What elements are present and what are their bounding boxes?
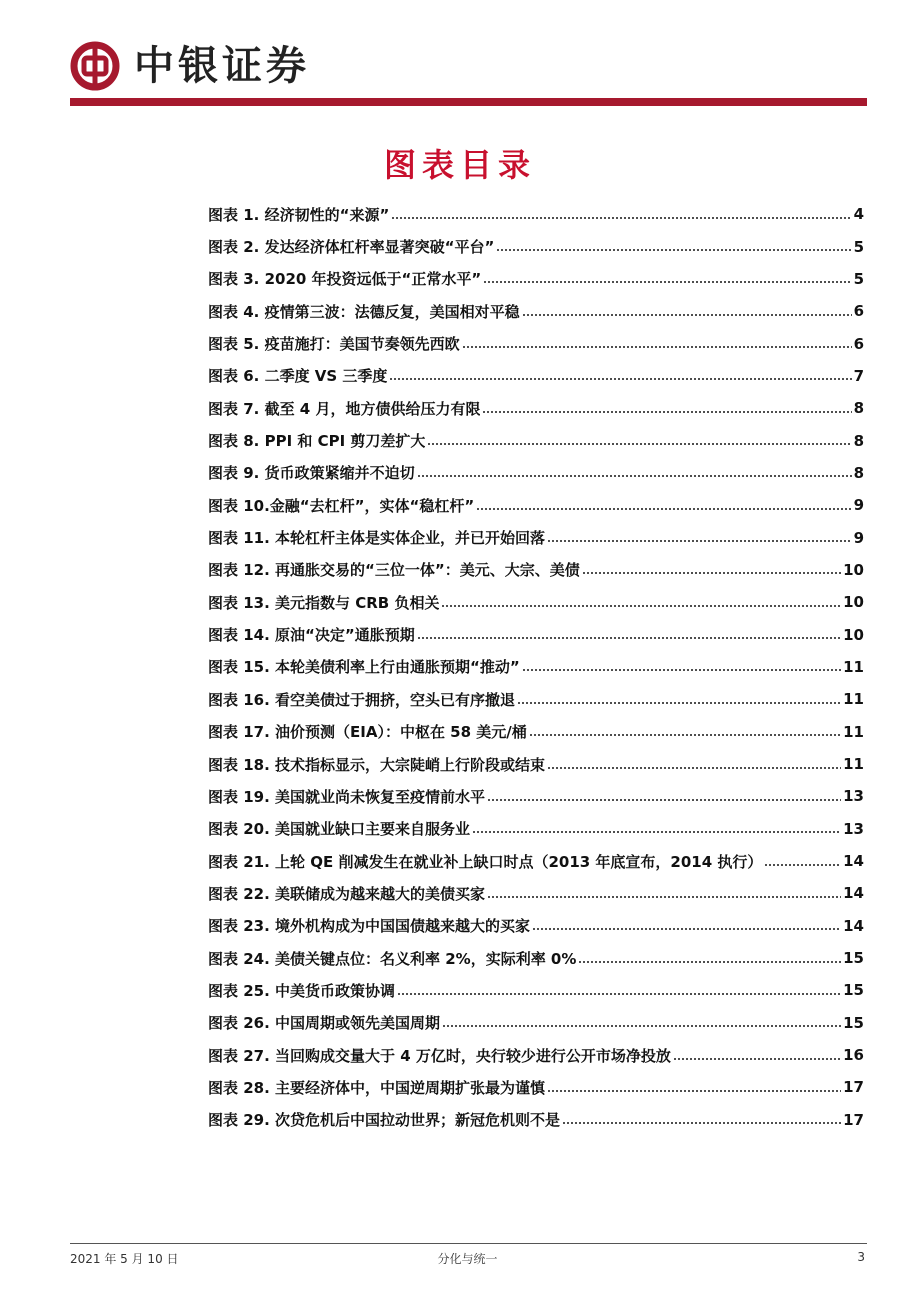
toc-dot-leader xyxy=(764,864,841,866)
toc-entry-page: 11 xyxy=(843,722,864,741)
brand-name: 中银证券 xyxy=(134,42,310,89)
toc-dot-leader xyxy=(417,475,852,477)
toc-entry[interactable] xyxy=(208,360,864,392)
toc-entry[interactable] xyxy=(208,263,864,295)
toc-entry-label: 图表 6. 二季度 VS 三季度 xyxy=(208,367,388,386)
footer-date: 2021 年 5 月 10 日 xyxy=(70,1252,179,1266)
toc-entry-page: 11 xyxy=(843,657,864,676)
toc-entry-page: 10 xyxy=(843,625,864,644)
toc-entry[interactable] xyxy=(208,586,864,618)
toc-dot-leader xyxy=(522,669,841,671)
toc-dot-leader xyxy=(391,217,851,219)
toc-dot-leader xyxy=(427,443,851,445)
toc-entry[interactable] xyxy=(208,1071,864,1103)
toc-entry[interactable] xyxy=(208,1039,864,1071)
toc-entry[interactable] xyxy=(208,554,864,586)
toc-entry[interactable] xyxy=(208,1007,864,1039)
toc-entry-page: 16 xyxy=(843,1046,864,1065)
toc-entry-page: 14 xyxy=(843,916,864,935)
toc-entry-label: 图表 23. 境外机构成为中国国债越来越大的买家 xyxy=(208,917,531,936)
toc-entry-label: 图表 20. 美国就业缺口主要来自服务业 xyxy=(208,820,471,839)
toc-dot-leader xyxy=(673,1058,841,1060)
toc-entry-page: 13 xyxy=(843,787,864,806)
toc-entry-label: 图表 5. 疫苗施打：美国节奏领先西欧 xyxy=(208,335,460,354)
toc-dot-leader xyxy=(397,993,841,995)
toc-entry-page: 10 xyxy=(843,560,864,579)
toc-entry-page: 17 xyxy=(843,1078,864,1097)
toc-entry[interactable] xyxy=(208,877,864,909)
toc-entry-label: 图表 16. 看空美债过于拥挤，空头已有序撤退 xyxy=(208,690,516,709)
toc-entry-label: 图表 4. 疫情第三波：法德反复，美国相对平稳 xyxy=(208,302,520,321)
toc-dot-leader xyxy=(496,249,851,251)
toc-entry-page: 5 xyxy=(853,237,864,256)
toc-dot-leader xyxy=(562,1122,841,1124)
toc-entry[interactable] xyxy=(208,618,864,650)
toc-dot-leader xyxy=(482,411,851,413)
toc-entry-page: 15 xyxy=(843,1013,864,1032)
toc-entry-page: 17 xyxy=(843,1110,864,1129)
toc-entry[interactable] xyxy=(208,780,864,812)
bank-of-china-logo-icon xyxy=(70,41,120,91)
toc-dot-leader xyxy=(529,734,841,736)
toc-entry[interactable] xyxy=(208,845,864,877)
toc-entry[interactable] xyxy=(208,457,864,489)
toc-entry-label: 图表 11. 本轮杠杆主体是实体企业，并已开始回落 xyxy=(208,529,546,548)
toc-entry[interactable] xyxy=(208,489,864,521)
toc-entry-page: 10 xyxy=(843,593,864,612)
toc-entry-label: 图表 19. 美国就业尚未恢复至疫情前水平 xyxy=(208,787,486,806)
toc-dot-leader xyxy=(547,540,852,542)
toc-entry-label: 图表 2. 发达经济体杠杆率显著突破“平台” xyxy=(208,238,495,257)
toc-entry-label: 图表 24. 美债关键点位：名义利率 2%，实际利率 0% xyxy=(208,949,577,968)
footer xyxy=(70,1250,865,1268)
toc-entry-page: 8 xyxy=(853,431,864,450)
toc-dot-leader xyxy=(578,961,841,963)
toc-entry[interactable] xyxy=(208,230,864,262)
toc-dot-leader xyxy=(532,928,841,930)
toc-entry[interactable] xyxy=(208,295,864,327)
toc-dot-leader xyxy=(522,314,852,316)
toc-entry[interactable] xyxy=(208,392,864,424)
toc-entry-label: 图表 7. 截至 4 月，地方债供给压力有限 xyxy=(208,399,481,418)
toc-entry-page: 11 xyxy=(843,690,864,709)
toc-entry[interactable] xyxy=(208,651,864,683)
toc-entry-label: 图表 10.金融“去杠杆”，实体“稳杠杆” xyxy=(208,496,475,515)
header xyxy=(70,38,310,94)
toc-dot-leader xyxy=(483,281,851,283)
footer-doc-title: 分化与统一 xyxy=(437,1252,498,1266)
toc-entry-page: 9 xyxy=(853,496,864,515)
toc-entry[interactable] xyxy=(208,327,864,359)
toc-entry-label: 图表 9. 货币政策紧缩并不迫切 xyxy=(208,464,415,483)
page-title: 图表目录 xyxy=(383,146,536,184)
toc-entry-page: 7 xyxy=(853,366,864,385)
toc-entry[interactable] xyxy=(208,424,864,456)
toc-entry-page: 9 xyxy=(853,528,864,547)
toc-dot-leader xyxy=(417,637,841,639)
toc-entry-label: 图表 14. 原油“决定”通胀预期 xyxy=(208,626,415,645)
toc-entry-page: 14 xyxy=(843,884,864,903)
toc-entry[interactable] xyxy=(208,910,864,942)
toc-dot-leader xyxy=(547,767,841,769)
toc-entry-page: 8 xyxy=(853,399,864,418)
toc-dot-leader xyxy=(441,605,841,607)
toc-entry-label: 图表 8. PPI 和 CPI 剪刀差扩大 xyxy=(208,432,426,451)
toc-entry[interactable] xyxy=(208,813,864,845)
toc-entry[interactable] xyxy=(208,974,864,1006)
toc-entry[interactable] xyxy=(208,716,864,748)
toc-entry[interactable] xyxy=(208,198,864,230)
toc-entry-page: 15 xyxy=(843,949,864,968)
toc-dot-leader xyxy=(472,831,841,833)
toc-dot-leader xyxy=(389,378,851,380)
toc-dot-leader xyxy=(582,572,841,574)
toc-entry[interactable] xyxy=(208,748,864,780)
toc-entry-label: 图表 29. 次贷危机后中国拉动世界；新冠危机则不是 xyxy=(208,1111,561,1130)
toc-entry[interactable] xyxy=(208,683,864,715)
toc-dot-leader xyxy=(487,799,841,801)
toc-entry-label: 图表 21. 上轮 QE 削减发生在就业补上缺口时点（2013 年底宣布，2014 执行） xyxy=(208,852,763,871)
toc-entry-label: 图表 18. 技术指标显示，大宗陡峭上行阶段或结束 xyxy=(208,755,546,774)
toc-entry-page: 5 xyxy=(853,269,864,288)
toc-entry-label: 图表 22. 美联储成为越来越大的美债买家 xyxy=(208,884,486,903)
toc-entry[interactable] xyxy=(208,942,864,974)
toc-entry-page: 15 xyxy=(843,981,864,1000)
toc-entry-page: 4 xyxy=(853,205,864,224)
toc-entry-label: 图表 12. 再通胀交易的“三位一体”：美元、大宗、美债 xyxy=(208,561,580,580)
toc-entry-page: 14 xyxy=(843,852,864,871)
toc-entry-page: 6 xyxy=(853,302,864,321)
footer-divider xyxy=(70,1243,867,1244)
toc-entry-page: 6 xyxy=(853,334,864,353)
toc-entry-label: 图表 15. 本轮美债利率上行由通胀预期“推动” xyxy=(208,658,520,677)
toc-dot-leader xyxy=(442,1025,841,1027)
toc-entry-page: 13 xyxy=(843,819,864,838)
toc-dot-leader xyxy=(547,1090,841,1092)
toc-entry-label: 图表 25. 中美货币政策协调 xyxy=(208,981,396,1000)
toc-entry-label: 图表 26. 中国周期或领先美国周期 xyxy=(208,1014,441,1033)
toc-entry[interactable] xyxy=(208,521,864,553)
footer-page-number: 3 xyxy=(857,1250,865,1264)
toc-entry-label: 图表 1. 经济韧性的“来源” xyxy=(208,205,390,224)
header-divider xyxy=(70,98,867,106)
toc-entry-label: 图表 17. 油价预测（EIA）：中枢在 58 美元/桶 xyxy=(208,723,527,742)
table-of-figures xyxy=(208,198,864,1136)
toc-entry-page: 8 xyxy=(853,463,864,482)
toc-entry-page: 11 xyxy=(843,755,864,774)
toc-dot-leader xyxy=(476,508,851,510)
toc-dot-leader xyxy=(517,702,841,704)
toc-entry-label: 图表 28. 主要经济体中，中国逆周期扩张最为谨慎 xyxy=(208,1078,546,1097)
toc-entry-label: 图表 13. 美元指数与 CRB 负相关 xyxy=(208,593,440,612)
toc-entry-label: 图表 27. 当回购成交量大于 4 万亿时，央行较少进行公开市场净投放 xyxy=(208,1046,671,1065)
toc-entry[interactable] xyxy=(208,1104,864,1136)
toc-dot-leader xyxy=(487,896,841,898)
toc-entry-label: 图表 3. 2020 年投资远低于“正常水平” xyxy=(208,270,482,289)
toc-dot-leader xyxy=(462,346,852,348)
